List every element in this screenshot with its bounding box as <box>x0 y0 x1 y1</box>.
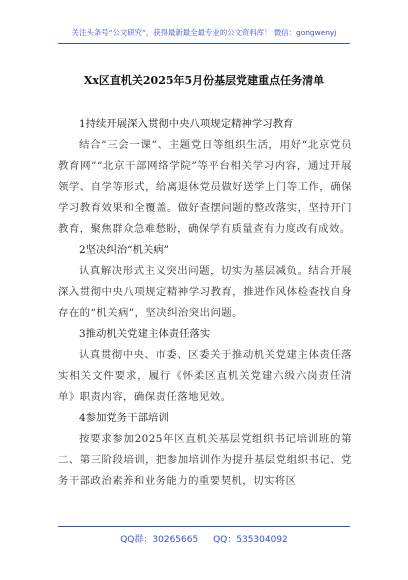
section-paragraph: 认真贯彻中央、市委、区委关于推动机关党建主体责任落实相关文件要求，履行《怀柔区直机关党建六级六岗责任清单》职责内容，确保责任落地见效。 <box>58 349 352 403</box>
footer-qq-group: QQ群：30265665 <box>120 535 199 545</box>
document-title: Xx区直机关2025年5月份基层党建重点任务清单 <box>83 74 325 87</box>
header-divider <box>58 43 350 44</box>
section-heading: 1持续开展深入贯彻中央八项规定精神学习教育 <box>79 118 294 130</box>
footer-divider <box>58 526 350 527</box>
section-paragraph: 结合“三会一课”、主题党日等组织生活，用好“北京党员教育网”“北京干部网络学院”等平台相关学习内容，通过开展领学、自学等形式，给离退休党员做好送学上门等工作，确保学习教育效果和全覆盖。做好查摆问题的整改落实，坚持开门教育，聚焦群众急难愁盼，确保学有质量查有力度改有成效。 <box>58 139 352 235</box>
document-body <box>58 114 352 492</box>
section-paragraph: 认真解决形式主义突出问题，切实为基层减负。结合开展深入贯彻中央八项规定精神学习教育，推进作风体检查找自身存在的“机关病”，坚决纠治突出问题。 <box>58 265 352 319</box>
section-heading: 2坚决纠治“机关病” <box>79 244 169 256</box>
section-heading: 3推动机关党建主体责任落实 <box>79 328 211 340</box>
section-paragraph: 按要求参加2025年区直机关基层党组织书记培训班的第二、第三阶段培训，把参加培训作为提升基层党组织书记、党务干部政治素养和业务能力的重要契机，切实将区 <box>58 433 352 487</box>
header-promo-text: 关注头条号“公文研究”，获得最新最全最专业的公文资料库！ 微信：gongwenyj <box>71 28 337 37</box>
footer-qq: QQ：535304092 <box>213 535 288 545</box>
footer-contact <box>58 532 350 545</box>
section-heading: 4参加党务干部培训 <box>79 412 169 424</box>
